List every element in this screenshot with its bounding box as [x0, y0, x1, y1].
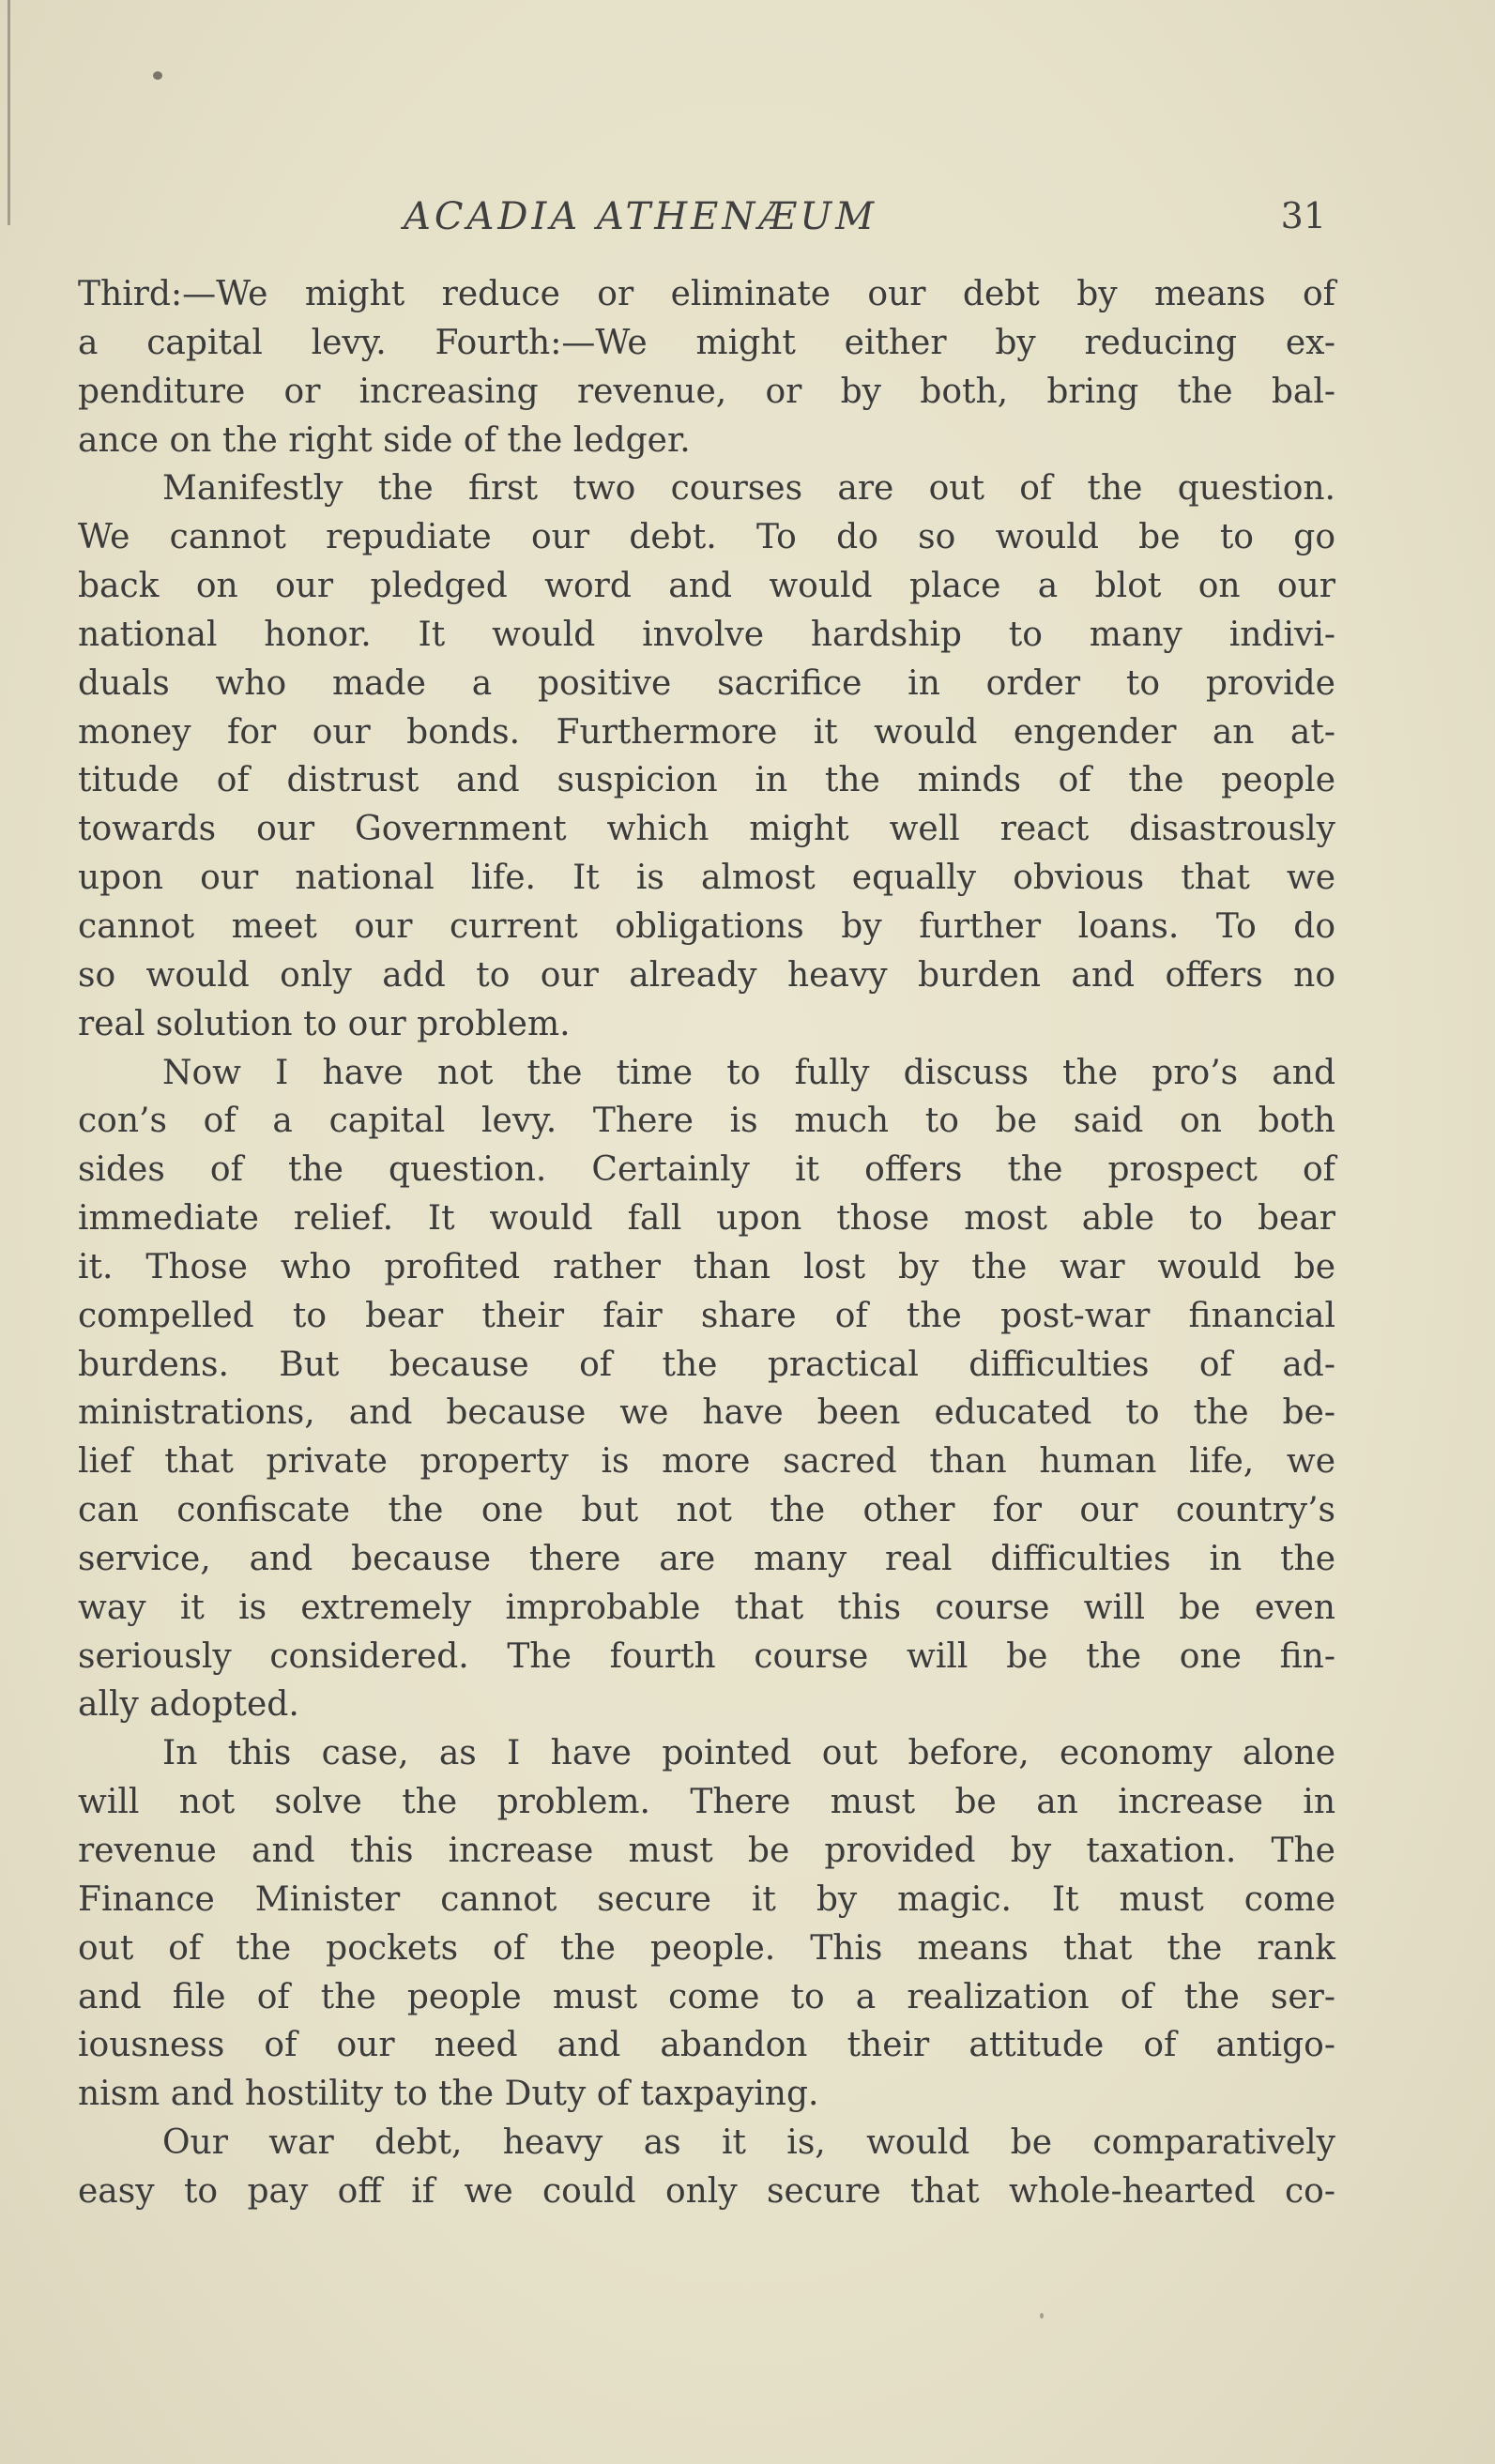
- text-line: Our war debt, heavy as it is, would be comparatively: [162, 2123, 1335, 2163]
- running-header: [78, 195, 1335, 251]
- text-line: so would only add to our already heavy burden and offers no: [78, 955, 1335, 995]
- running-title: ACADIA ATHENÆUM: [404, 195, 878, 238]
- text-line: Manifestly the first two courses are out of the question.: [162, 469, 1335, 509]
- ink-speck: [153, 71, 162, 80]
- text-line: Now I have not the time to fully discuss the pro’s and: [162, 1053, 1335, 1092]
- text-line: out of the pockets of the people. This means that the rank: [78, 1928, 1335, 1968]
- text-line: iousness of our need and abandon their attitude of antigo-: [78, 2026, 1335, 2065]
- text-line: penditure or increasing revenue, or by both, bring the bal-: [78, 372, 1335, 411]
- text-line: ally adopted.: [78, 1685, 299, 1725]
- text-line: nism and hostility to the Duty of taxpaying.: [78, 2075, 819, 2114]
- text-line: service, and because there are many real difficulties in the: [78, 1539, 1335, 1578]
- text-line: titude of distrust and suspicion in the minds of the people: [78, 761, 1335, 800]
- text-line: easy to pay off if we could only secure that whole-hearted co-: [78, 2171, 1335, 2211]
- text-line: upon our national life. It is almost equally obvious that we: [78, 859, 1335, 898]
- text-line: seriously considered. The fourth course will be the one fin-: [78, 1636, 1335, 1676]
- text-line: way it is extremely improbable that this course will be even: [78, 1588, 1335, 1627]
- text-line: national honor. It would involve hardship to many indivi-: [78, 615, 1335, 654]
- text-line: Finance Minister cannot secure it by magic. It must come: [78, 1879, 1335, 1919]
- binding-edge: [8, 0, 10, 225]
- text-line: ance on the right side of the ledger.: [78, 420, 691, 460]
- text-line: We cannot repudiate our debt. To do so would be to go: [78, 518, 1335, 557]
- text-line: ministrations, and because we have been educated to the be-: [78, 1393, 1335, 1433]
- ink-speck: [1040, 2313, 1044, 2319]
- text-line: money for our bonds. Furthermore it would engender an at-: [78, 712, 1335, 752]
- text-line: revenue and this increase must be provided by taxation. The: [78, 1832, 1335, 1870]
- text-line: immediate relief. It would fall upon those most able to bear: [78, 1199, 1335, 1239]
- text-line: con’s of a capital levy. There is much to be said on both: [78, 1102, 1335, 1141]
- text-line: it. Those who profited rather than lost by the war would be: [78, 1247, 1335, 1286]
- text-line: duals who made a positive sacrifice in order to provide: [78, 663, 1335, 703]
- page-number: 31: [1280, 195, 1326, 236]
- text-line: lief that private property is more sacred than human life, we: [78, 1442, 1335, 1482]
- body-text: [78, 270, 1335, 2216]
- text-line: real solution to our problem.: [78, 1004, 571, 1043]
- text-line: In this case, as I have pointed out before, economy alone: [162, 1734, 1335, 1773]
- text-line: back on our pledged word and would place a blot on our: [78, 567, 1335, 606]
- text-line: cannot meet our current obligations by further loans. To do: [78, 906, 1335, 946]
- text-line: Third:—We might reduce or eliminate our debt by means of: [78, 275, 1335, 313]
- text-line: towards our Government which might well react disastrously: [78, 810, 1335, 849]
- text-line: a capital levy. Fourth:—We might either by reducing ex-: [78, 323, 1335, 362]
- text-line: and file of the people must come to a realization of the ser-: [78, 1977, 1335, 2016]
- text-line: can confiscate the one but not the other for our country’s: [78, 1491, 1335, 1530]
- text-line: sides of the question. Certainly it offers the prospect of: [78, 1150, 1335, 1190]
- text-line: will not solve the problem. There must be an increase in: [78, 1783, 1335, 1822]
- text-line: burdens. But because of the practical difficulties of ad-: [78, 1345, 1335, 1384]
- text-line: compelled to bear their fair share of the post-war financial: [78, 1296, 1335, 1335]
